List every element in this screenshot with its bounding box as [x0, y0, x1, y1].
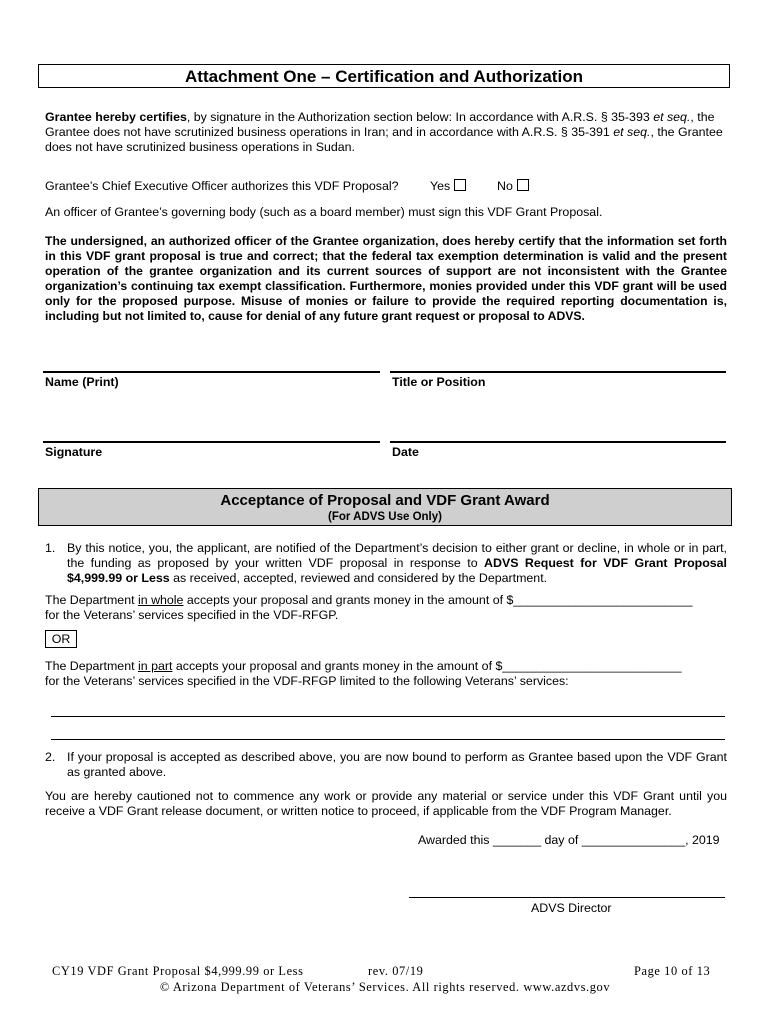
caution-paragraph: You are hereby cautioned not to commence any work or provide any material or service under this VDF Grant until you receive a VDF Grant release document, or written notice to proceed, if applicable from the VDF Program Manager. [45, 789, 727, 818]
item-1-text [67, 541, 727, 586]
in-part-line-2: for the Veterans’ services specified in the VDF-RFGP limited to the following Veterans’ services: [45, 674, 569, 688]
item-1-text-a: By this notice, you, the applicant, are notified of the Department’s decision to either grant or decline, in whole or in part, the funding as proposed by your written VDF proposal in response to [67, 541, 727, 570]
in-whole-pre: The Department [45, 593, 138, 607]
name-line[interactable] [43, 371, 380, 373]
in-part-paragraph [45, 659, 682, 689]
item-2-text: If your proposal is accepted as described above, you are now bound to perform as Grantee based upon the VDF Grant as granted above. [67, 750, 727, 779]
certify-text-3: , the Grantee does not have scrutinized business operations in Sudan. [45, 125, 723, 154]
or-box: OR [45, 630, 77, 648]
certify-text-1: , by signature in the Authorization section below: In accordance with A.R.S. § 35-393 [186, 110, 654, 124]
item-1-text-b: as received, accepted, reviewed and considered by the Department. [169, 571, 548, 585]
in-whole-underlined: in whole [137, 593, 184, 607]
in-part-amount-blank[interactable]: __________________________ [502, 659, 682, 673]
footer-page-number: Page 10 of 13 [634, 964, 711, 978]
services-line-2[interactable] [51, 739, 725, 740]
in-part-pre: The Department [45, 659, 138, 673]
name-label: Name (Print) [45, 375, 119, 389]
acceptance-header [38, 488, 732, 526]
in-whole-line-2: for the Veterans’ services specified in the VDF-RFGP. [45, 608, 339, 622]
item-2-number: 2. [45, 750, 56, 764]
title-label: Title or Position [392, 375, 486, 389]
yes-option[interactable] [430, 179, 466, 193]
date-line[interactable] [390, 441, 726, 443]
date-label: Date [392, 445, 419, 459]
title-line[interactable] [390, 371, 726, 373]
yes-checkbox[interactable] [454, 179, 466, 191]
item-1-bold: ADVS Request for VDF Grant Proposal $4,999.99 or Less [67, 556, 727, 585]
certification-paragraph [45, 110, 727, 155]
signature-label: Signature [45, 445, 103, 459]
no-option[interactable] [497, 179, 529, 193]
signature-line[interactable] [43, 441, 380, 443]
in-part-post: accepts your proposal and grants money in the amount of $ [172, 659, 503, 673]
footer-revision: rev. 07/19 [368, 964, 424, 978]
ceo-question: Grantee’s Chief Executive Officer authorizes this VDF Proposal? [45, 179, 399, 193]
acceptance-title: Acceptance of Proposal and VDF Grant Award [220, 492, 550, 509]
certify-etseq-2: et seq. [613, 125, 651, 139]
no-checkbox[interactable] [517, 179, 529, 191]
director-signature-line[interactable] [409, 897, 725, 898]
awarded-line[interactable]: Awarded this _______ day of _______________, 2019 [418, 833, 720, 847]
services-line-1[interactable] [51, 716, 725, 717]
undersigned-paragraph: The undersigned, an authorized officer of the Grantee organization, does hereby certify that the information set forth in this VDF grant proposal is true and correct; that the federal tax exemption determination is valid and the present operation of the grantee organization and its current sources of support are not inconsistent with the Grantee organization’s continuing tax exempt classification. Furthermore, monies provided under this VDF grant will be used only for the proposed purpose. Misuse of monies or failure to provide the required reporting documentation is, including but not limited to, cause for denial of any future grant request or proposal to ADVS. [45, 234, 727, 323]
page-title: Attachment One – Certification and Authorization [38, 64, 730, 88]
acceptance-subtitle: (For ADVS Use Only) [328, 511, 442, 523]
in-whole-paragraph [45, 593, 693, 623]
footer-copyright: © Arizona Department of Veterans’ Services. All rights reserved. www.azdvs.gov [159, 980, 611, 994]
certify-text-2: , the Grantee does not have scrutinized business operations in Iran; and in accordance with A.R.S. § 35-391 [45, 110, 715, 139]
footer-left: CY19 VDF Grant Proposal $4,999.99 or Less [52, 964, 304, 978]
certify-lead: Grantee hereby certifies [45, 110, 187, 124]
no-label: No [497, 179, 513, 193]
in-whole-amount-blank[interactable]: __________________________ [513, 593, 693, 607]
item-1-number: 1. [45, 541, 56, 555]
director-label: ADVS Director [531, 901, 612, 915]
yes-label: Yes [430, 179, 451, 193]
certify-etseq-1: et seq. [653, 110, 691, 124]
in-whole-post: accepts your proposal and grants money in the amount of $ [183, 593, 514, 607]
officer-note: An officer of Grantee’s governing body (such as a board member) must sign this VDF Grant Proposal. [45, 205, 603, 219]
in-part-underlined: in part [137, 659, 173, 673]
